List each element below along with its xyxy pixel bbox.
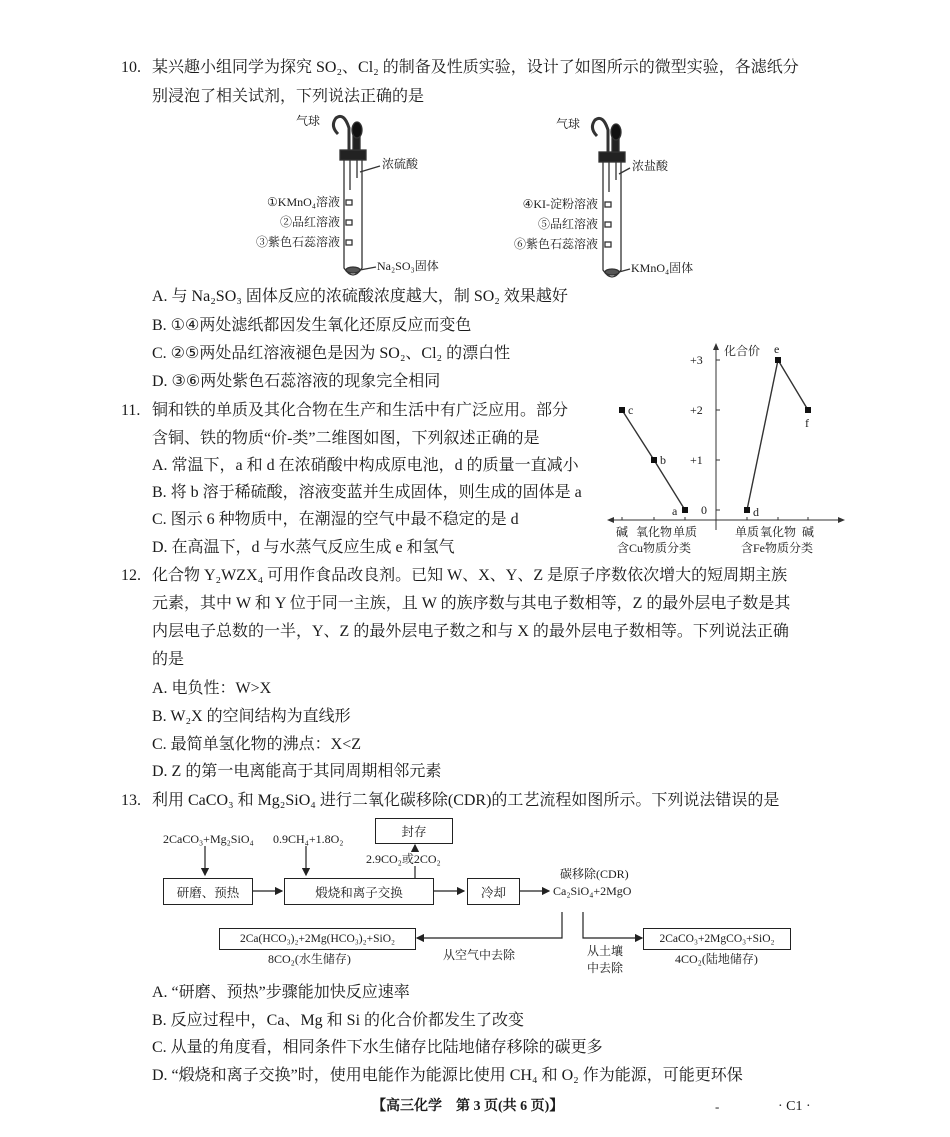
aquatic-storage-note: 8CO₂(水生储存)	[268, 952, 351, 966]
footer-code: · C1 ·	[778, 1099, 811, 1114]
air-removal-label: 从空气中去除	[443, 948, 516, 962]
paper-label: ⑤品红溶液	[537, 217, 598, 231]
soil-removal-label: 从土壤	[587, 944, 624, 958]
option-d: D. 在高温下，d 与水蒸气反应生成 e 和氢气	[152, 539, 455, 556]
paper-label: ⑥紫色石蕊溶液	[513, 237, 598, 251]
paper-label: ④KI-淀粉溶液	[522, 197, 598, 211]
y-tick-label: 0	[701, 503, 707, 517]
y-tick-label: +1	[690, 453, 703, 467]
data-label-a: a	[672, 504, 678, 518]
solid-label: KMnO₄固体	[631, 261, 694, 275]
x-tick-label: 单质	[673, 525, 698, 539]
question-number: 12.	[121, 567, 141, 584]
balloon-label: 气球	[296, 114, 321, 128]
footer-mark: -	[715, 1099, 720, 1114]
paper-label: ②品红溶液	[279, 215, 340, 229]
option-d: D. Z 的第一电离能高于其同周期相邻元素	[152, 763, 442, 780]
paper-label: ①KMnO₄溶液	[267, 195, 340, 209]
option-a: A. “研磨、预热”步骤能加快反应速率	[152, 984, 410, 1001]
acid-label: 浓盐酸	[632, 159, 669, 173]
question-text: 铜和铁的单质及其化合物在生产和生活中有广泛应用。部分	[152, 402, 569, 419]
flow-input-fuel: 0.9CH₄+1.8O₂	[273, 832, 344, 846]
step-grind-preheat: 研磨、预热	[163, 878, 253, 905]
data-label-b: b	[660, 453, 666, 467]
balloon-label: 气球	[556, 117, 581, 131]
x-group-label: 含Fe物质分类	[741, 541, 814, 555]
data-label-d: d	[753, 505, 759, 519]
option-c: C. 最简单氢化物的沸点：X<Z	[152, 736, 362, 753]
option-b: B. W₂X 的空间结构为直线形	[152, 708, 351, 725]
y-tick-label: +3	[690, 353, 703, 367]
land-storage-note: 4CO₂(陆地储存)	[675, 952, 758, 966]
question-number: 11.	[121, 402, 141, 419]
x-tick-label: 单质	[735, 525, 760, 539]
question-text: 元素，其中 W 和 Y 位于同一主族，且 W 的族序数与其电子数相等，Z 的最外层电子数是其	[152, 595, 791, 612]
option-c: C. 从量的角度看，相同条件下水生储存比陆地储存移除的碳更多	[152, 1039, 603, 1056]
x-tick-label: 碱	[616, 525, 629, 539]
option-d: D. ③⑥两处紫色石蕊溶液的现象完全相同	[152, 373, 441, 390]
option-a: A. 电负性：W>X	[152, 680, 272, 697]
storage-box: 封存	[375, 818, 453, 844]
y-tick-label: +2	[690, 403, 703, 417]
option-a: A. 与 Na₂SO₃ 固体反应的浓硫酸浓度越大，制 SO₂ 效果越好	[152, 288, 568, 305]
paper-label: ③紫色石蕊溶液	[255, 235, 340, 249]
question-text: 化合物 Y₂WZX₄ 可用作食品改良剂。已知 W、X、Y、Z 是原子序数依次增大的短周期主族	[152, 567, 788, 584]
y-axis-label: 化合价	[724, 344, 761, 358]
question-text: 含铜、铁的物质“价-类”二维图如图，下列叙述正确的是	[152, 430, 540, 447]
x-tick-label: 氧化物	[760, 525, 797, 539]
x-tick-label: 碱	[802, 525, 815, 539]
soil-removal-label: 中去除	[587, 961, 624, 975]
option-b: B. 将 b 溶于稀硫酸，溶液变蓝并生成固体，则生成的固体是 a	[152, 484, 582, 501]
question-text: 某兴趣小组同学为探究 SO₂、Cl₂ 的制备及性质实验，设计了如图所示的微型实验，各滤纸分	[152, 59, 799, 76]
data-label-f: f	[805, 416, 809, 430]
option-a: A. 常温下，a 和 d 在浓硝酸中构成原电池，d 的质量一直减小	[152, 457, 579, 474]
option-c: C. 图示 6 种物质中，在潮湿的空气中最不稳定的是 d	[152, 511, 519, 528]
question-text: 内层电子总数的一半，Y、Z 的最外层电子数之和与 X 的最外层电子数相等。下列说法正确	[152, 623, 789, 640]
step-cool: 冷却	[467, 878, 520, 905]
question-text: 的是	[152, 651, 185, 668]
x-tick-label: 氧化物	[636, 525, 673, 539]
question-text: 别浸泡了相关试剂，下列说法正确的是	[152, 88, 425, 105]
cdr-title: 碳移除(CDR)	[560, 867, 629, 881]
aquatic-storage-box: 2Ca(HCO₃)₂+2Mg(HCO₃)₂+SiO₂	[219, 928, 416, 950]
acid-label: 浓硫酸	[382, 157, 419, 171]
option-d: D. “煅烧和离子交换”时，使用电能作为能源比使用 CH₄ 和 O₂ 作为能源，可能更环保	[152, 1067, 743, 1084]
question-number: 10.	[121, 59, 141, 76]
data-label-e: e	[774, 342, 780, 356]
footer-page-info: 【高三化学 第 3 页(共 6 页)】	[372, 1099, 564, 1114]
question-number: 13.	[121, 792, 141, 809]
data-label-c: c	[628, 403, 634, 417]
step-calcine-exchange: 煅烧和离子交换	[284, 878, 434, 905]
land-storage-box: 2CaCO₃+2MgCO₃+SiO₂	[643, 928, 791, 950]
flow-input-ore: 2CaCO₃+Mg₂SiO₄	[163, 832, 254, 846]
question-text: 利用 CaCO₃ 和 Mg₂SiO₄ 进行二氧化碳移除(CDR)的工艺流程如图所示。下列说法错误的是	[152, 792, 780, 809]
option-b: B. 反应过程中，Ca、Mg 和 Si 的化合价都发生了改变	[152, 1012, 525, 1029]
solid-label: Na₂SO₃固体	[377, 259, 439, 273]
co2-output-label: 2.9CO₂或2CO₂	[366, 852, 441, 866]
option-b: B. ①④两处滤纸都因发生氧化还原反应而变色	[152, 317, 472, 334]
option-c: C. ②⑤两处品红溶液褪色是因为 SO₂、Cl₂ 的漂白性	[152, 345, 511, 362]
cdr-product: Ca₂SiO₄+2MgO	[553, 884, 632, 898]
x-group-label: 含Cu物质分类	[617, 541, 692, 555]
